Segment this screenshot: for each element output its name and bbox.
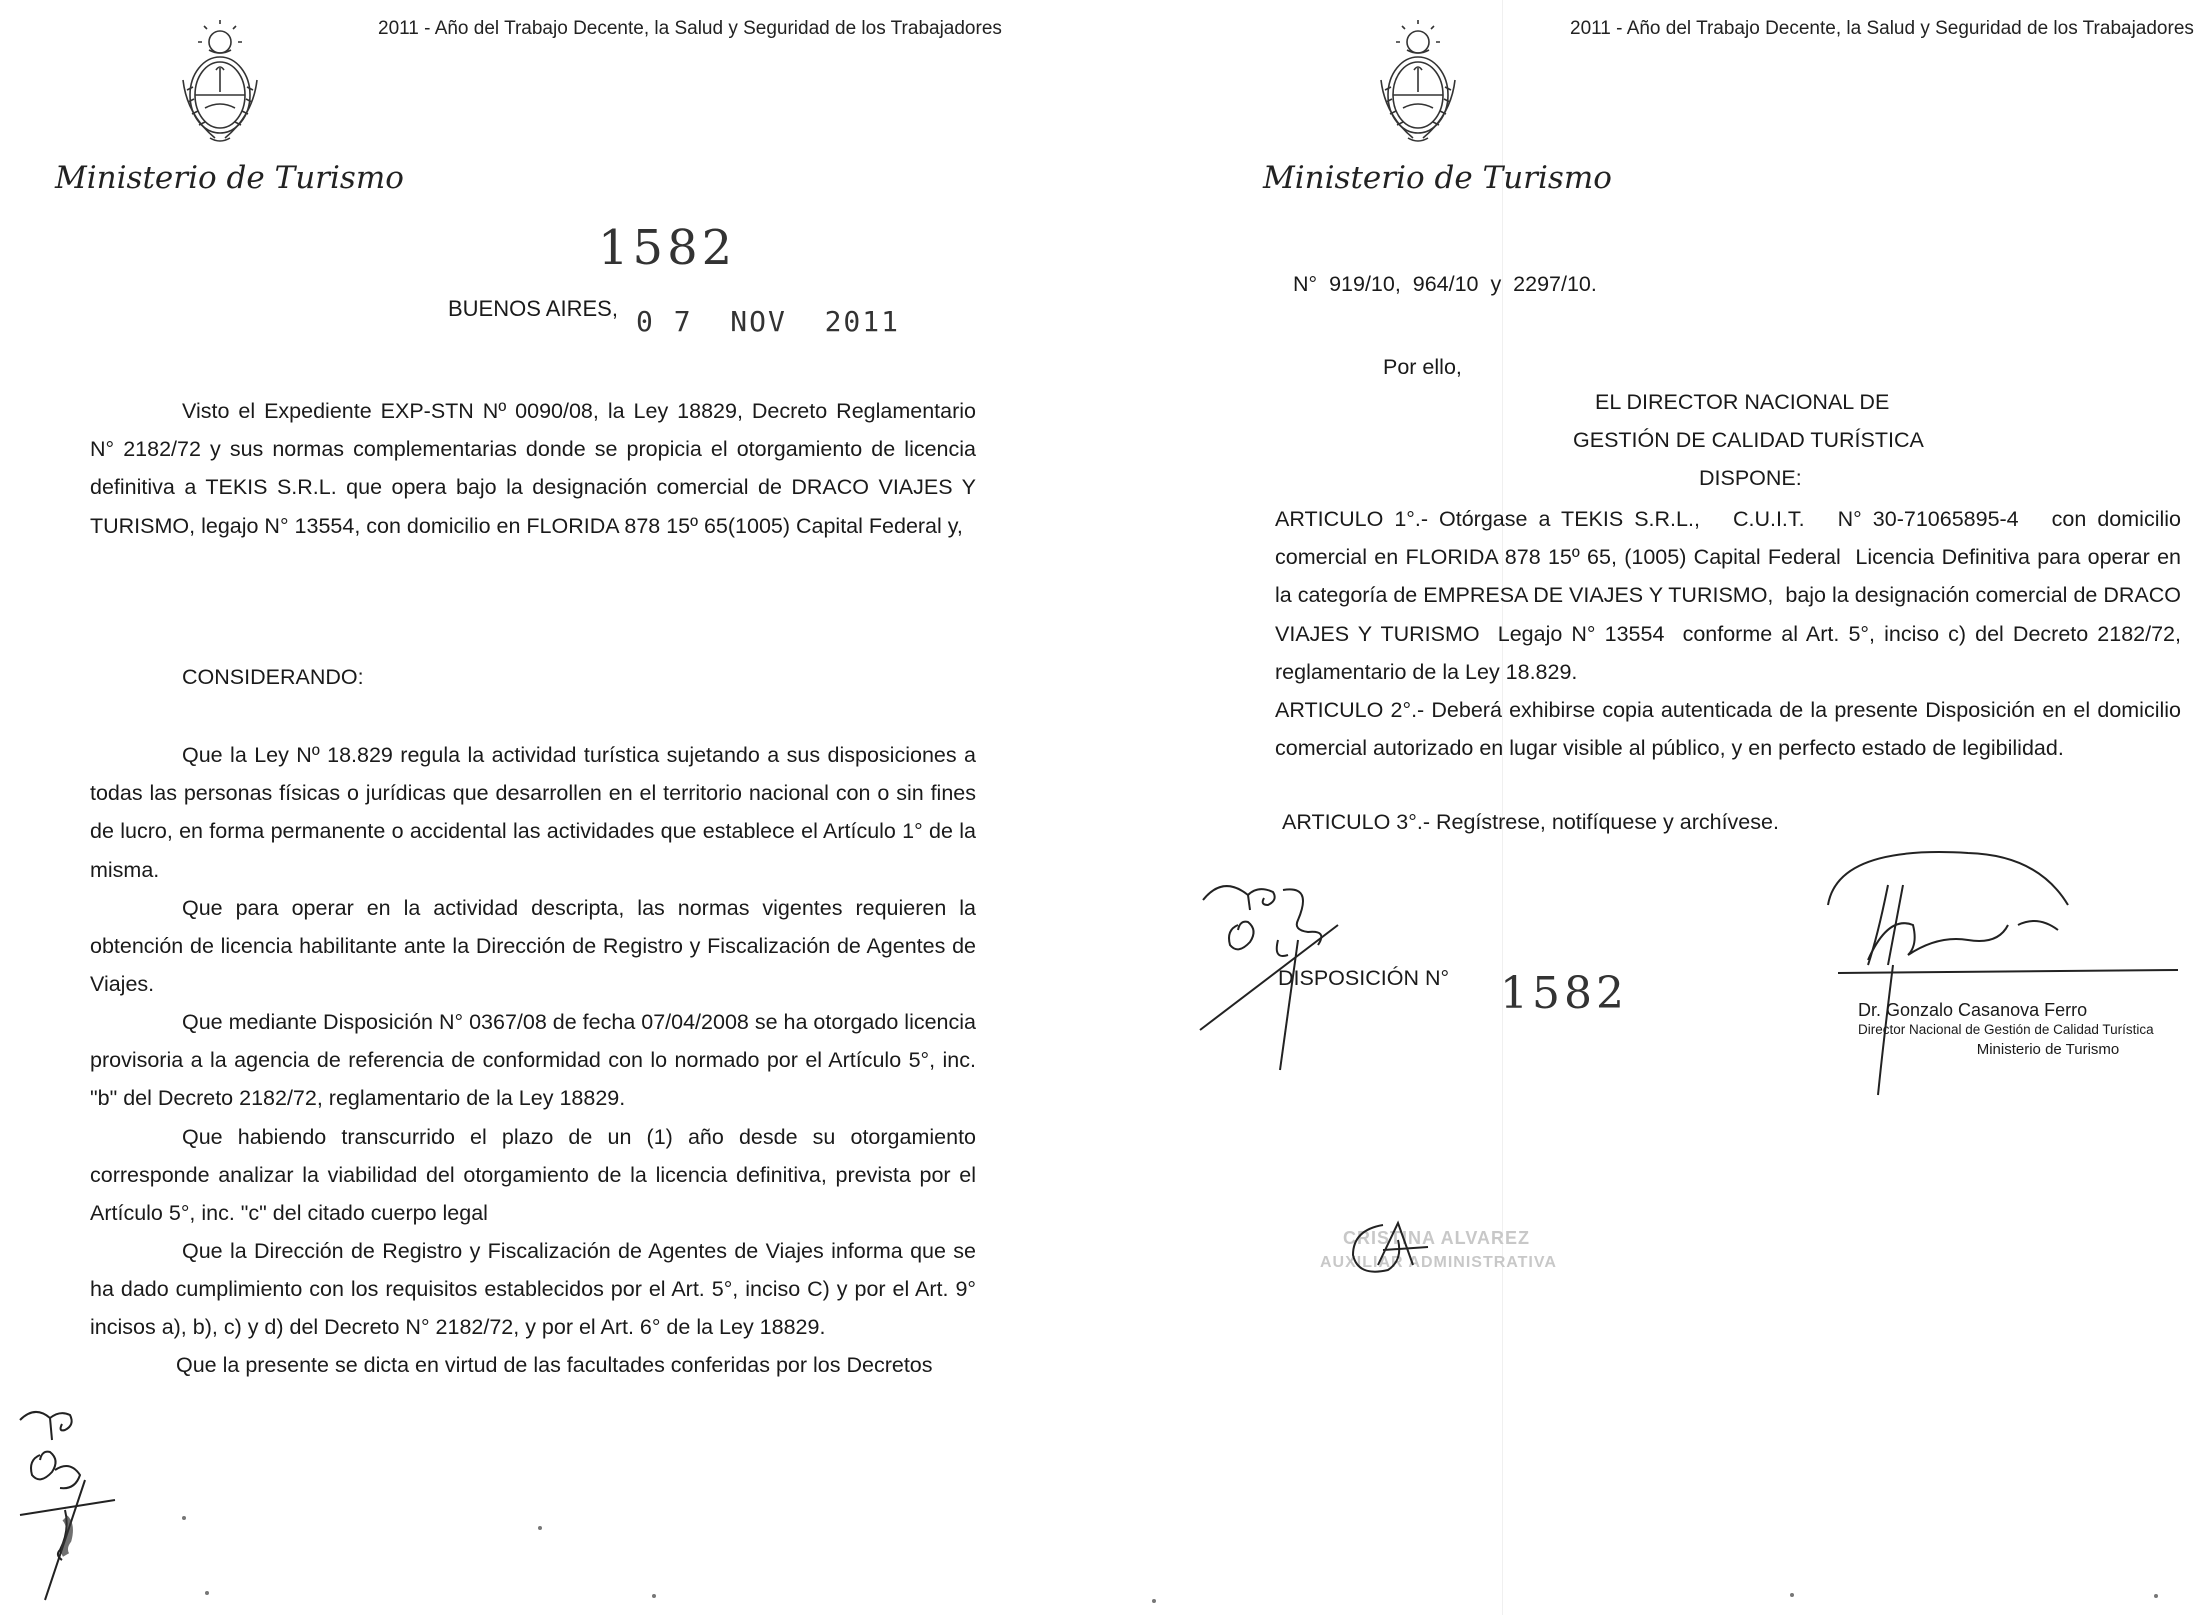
- ministry-name: Ministerio de Turismo: [1263, 160, 1612, 196]
- ministry-name: Ministerio de Turismo: [55, 160, 404, 196]
- decree-continuation: N° 919/10, 964/10 y 2297/10.: [1293, 272, 1597, 296]
- right-page: [1098, 0, 2195, 1615]
- considerando-paragraph: Que habiendo transcurrido el plazo de un (1) año desde su otorgamiento corresponde analizar la viabilidad del otorgamiento de la licencia definitiva, prevista por el Artículo 5°, inc. "c" del citado cuerpo legal: [90, 1125, 976, 1226]
- speck: [2154, 1594, 2158, 1598]
- place-label: BUENOS AIRES,: [448, 296, 618, 321]
- stamp-initial-scribble: [1343, 1215, 1433, 1285]
- director-title-line2: GESTIÓN DE CALIDAD TURÍSTICA: [1573, 428, 1924, 452]
- visto-paragraph: Visto el Expediente EXP-STN Nº 0090/08, la Ley 18829, Decreto Reglamentario N° 2182/72 y sus normas complementarias donde se propicia el otorgamiento de licencia definitiva a TEKIS S.R.L. que opera bajo la designación comercial de DRACO VIAJES Y TURISMO, legajo N° 13554, con domicilio en FLORIDA 878 15º 65(1005) Capital Federal y,: [90, 399, 976, 538]
- dispone-heading: DISPONE:: [1699, 466, 1802, 490]
- speck: [182, 1516, 186, 1520]
- national-coat-of-arms-icon: [1373, 20, 1463, 145]
- disposicion-number: 1582: [1500, 968, 1628, 1019]
- date-stamp: 0 7 NOV 2011: [636, 305, 901, 338]
- disposicion-label: DISPOSICIÓN N°: [1278, 966, 1450, 990]
- handwritten-initials: [10, 1400, 130, 1615]
- considerando-paragraph: Que la Dirección de Registro y Fiscalización de Agentes de Viajes informa que se ha dado cumplimiento con los requisitos establecidos por el Art. 5°, inciso C) y por el Art. 9° incisos a), b), c) y d) del Decreto N° 2182/72, y por el Art. 6° de la Ley 18829.: [90, 1239, 976, 1340]
- director-signature: [1738, 845, 2178, 1105]
- speck: [652, 1594, 656, 1598]
- header-motto: 2011 - Año del Trabajo Decente, la Salud y Seguridad de los Trabajadores: [1570, 18, 2194, 39]
- national-coat-of-arms-icon: [175, 20, 265, 145]
- director-title-line1: EL DIRECTOR NACIONAL DE: [1595, 390, 1890, 414]
- faint-stamp-name: CRISTINA ALVAREZ: [1343, 1228, 1530, 1248]
- header-motto: 2011 - Año del Trabajo Decente, la Salud y Seguridad de los Trabajadores: [378, 18, 1002, 39]
- considerando-paragraph: Que la Ley Nº 18.829 regula la actividad turística sujetando a sus disposiciones a todas las personas físicas o jurídicas que desarrollen en el territorio nacional con o sin fines de lucro, en forma permanente o accidental las actividades que establece el Artículo 1° de la misma.: [90, 743, 976, 882]
- signatory-block: [1858, 1000, 2195, 1060]
- stamp-number: 1582: [598, 220, 737, 276]
- considerando-paragraph: Que mediante Disposición N° 0367/08 de fecha 07/04/2008 se ha otorgado licencia provisoria a la agencia de referencia de conformidad con lo normado por el Artículo 5°, inc. "b" del Decreto 2182/72, reglamentario de la Ley 18829.: [90, 1010, 976, 1111]
- articulo-3: ARTICULO 3°.- Regístrese, notifíquese y archívese.: [1282, 810, 1779, 834]
- articulo-1: ARTICULO 1°.- Otórgase a TEKIS S.R.L., C.U.I.T. N° 30-71065895-4 con domicilio comercial en FLORIDA 878 15º 65, (1005) Capital Federal Licencia Definitiva para operar en la categoría de EMPRESA DE VIAJES Y TURISMO, bajo la designación comercial de DRACO VIAJES Y TURISMO Legajo N° 13554 conforme al Art. 5°, inciso c) del Decreto 2182/72, reglamentario de la Ley 18.829.: [1275, 507, 2187, 684]
- faint-stamp-role: AUXILIAR ADMINISTRATIVA: [1320, 1254, 1557, 1271]
- handwritten-initials: [1198, 870, 1388, 1070]
- speck: [538, 1526, 542, 1530]
- signatory-name: Dr. Gonzalo Casanova Ferro: [1858, 1000, 2088, 1020]
- considerando-paragraph: Que para operar en la actividad descripta, las normas vigentes requieren la obtención de licencia habilitante ante la Dirección de Registro y Fiscalización de Agentes de Viajes.: [90, 896, 976, 997]
- signatory-org: Ministerio de Turismo: [1976, 1041, 2120, 1058]
- considerando-paragraph: Que la presente se dicta en virtud de las facultades conferidas por los Decretos: [176, 1353, 933, 1377]
- por-ello: Por ello,: [1383, 355, 1462, 379]
- considerando-heading: CONSIDERANDO:: [182, 665, 364, 689]
- speck: [205, 1591, 209, 1595]
- articulo-2: ARTICULO 2°.- Deberá exhibirse copia autenticada de la presente Disposición en el domicilio comercial autorizado en lugar visible al público, y en perfecto estado de legibilidad.: [1275, 698, 2181, 761]
- speck: [1790, 1593, 1794, 1597]
- speck: [1152, 1599, 1156, 1603]
- signatory-title: Director Nacional de Gestión de Calidad Turística: [1858, 1022, 2154, 1037]
